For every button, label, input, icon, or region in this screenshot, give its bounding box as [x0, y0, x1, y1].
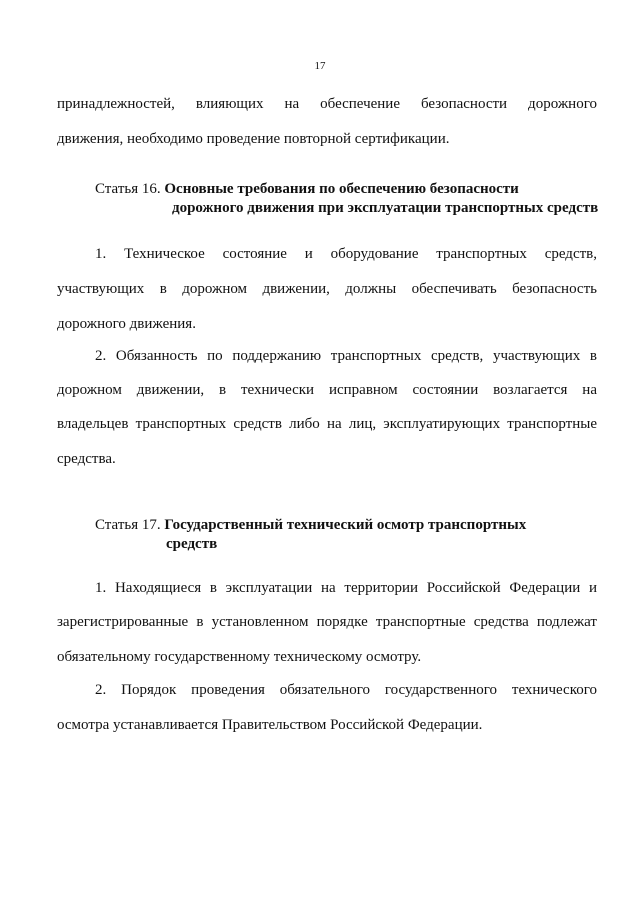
article-17-title-line-1: [95, 516, 526, 535]
article-16-p1-line-1: 1. Техническое состояние и оборудование транспортных средств,: [95, 246, 597, 262]
article-16-prefix: Статья 16.: [95, 181, 161, 197]
article-16-p1-line-3: дорожного движения.: [57, 316, 196, 332]
article-16-p2-line-2: дорожном движении, в технически исправном состоянии возлагается на: [57, 382, 597, 398]
article-16-p2-line-4: средства.: [57, 451, 116, 467]
article-16-p1-line-2: участвующих в дорожном движении, должны обеспечивать безопасность: [57, 281, 597, 297]
article-16-title-1: Основные требования по обеспечению безопасности: [164, 181, 519, 197]
article-17-p2-line-1: 2. Порядок проведения обязательного государственного технического: [95, 682, 597, 698]
article-17-title-line-2: средств: [166, 536, 218, 552]
article-17-p1-line-1: 1. Находящиеся в эксплуатации на территории Российской Федерации и: [95, 580, 597, 596]
intro-line-1: принадлежностей, влияющих на обеспечение безопасности дорожного: [57, 96, 597, 112]
article-17-p1-line-2: зарегистрированные в установленном порядке транспортные средства подлежат: [57, 614, 597, 630]
article-17-p1-line-3: обязательному государственному техническому осмотру.: [57, 649, 422, 665]
article-17-prefix: Статья 17.: [95, 517, 161, 533]
article-16-title-line-2: дорожного движения при эксплуатации транспортных средств: [172, 200, 599, 216]
page-number: 17: [314, 60, 326, 72]
article-17-title-1: Государственный технический осмотр транспортных: [164, 517, 527, 533]
article-16-title-line-1: [95, 180, 519, 199]
article-16-p2-line-3: владельцев транспортных средств либо на лиц, эксплуатирующих транспортные: [57, 416, 597, 432]
intro-line-2: движения, необходимо проведение повторной сертификации.: [57, 131, 450, 147]
article-16-p2-line-1: 2. Обязанность по поддержанию транспортных средств, участвующих в: [95, 348, 597, 364]
article-17-p2-line-2: осмотра устанавливается Правительством Российской Федерации.: [57, 717, 483, 733]
